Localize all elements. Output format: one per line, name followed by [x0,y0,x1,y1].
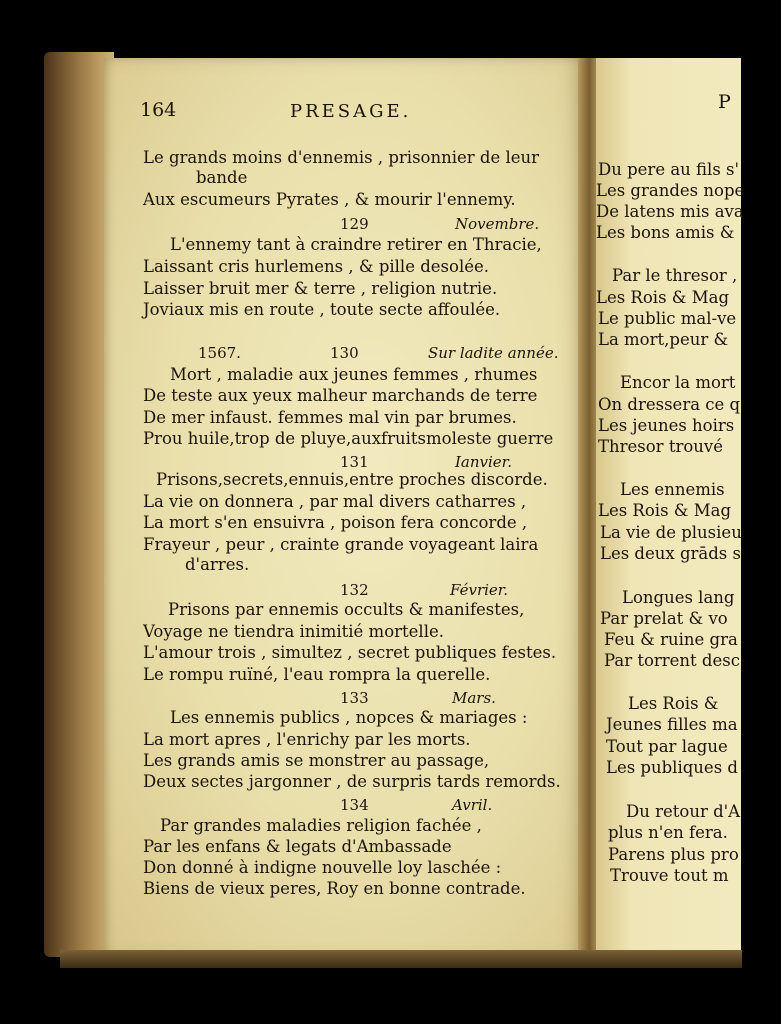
right-verse-line: Les deux grāds s [600,544,741,563]
verse-line: Laisser bruit mer & terre , religion nutrie. [143,279,498,298]
right-verse-line: Feu & ruine gra [604,630,738,649]
right-verse-line: Encor la mort [620,373,736,392]
verse-line: bande [196,168,248,187]
verse-line: La vie on donnera , par mal divers catharres , [143,492,527,511]
quatrain-month: Mars. [452,689,496,707]
verse-line: Frayeur , peur , crainte grande voyageant laira [143,535,539,554]
right-verse-line: Les ennemis [620,480,725,499]
right-verse-line: Par torrent desc [604,651,740,670]
right-verse-line: La mort,peur & [598,330,729,349]
right-verse-line: Tout par lague [606,737,728,756]
quatrain-month: Février. [450,581,509,599]
verse-line: Don donné à indigne nouvelle loy laschée : [143,858,502,877]
verse-line: Le grands moins d'ennemis , prisonnier de leur [143,148,540,167]
right-verse-line: Du retour d'A [626,802,741,821]
verse-line: d'arres. [185,555,250,574]
verse-line: De mer infaust. femmes mal vin par brumes. [143,408,517,427]
page-number: 164 [140,99,177,121]
right-verse-line: Longues lang [622,588,735,607]
verse-line: Les grands amis se monstrer au passage, [143,751,490,770]
verse-line: Le rompu ruïné, l'eau rompra la querelle. [143,665,491,684]
verse-line: Aux escumeurs Pyrates , & mourir l'ennemy. [143,190,516,209]
verse-line: De teste aux yeux malheur marchands de terre [143,386,538,405]
quatrain-number: 132 [340,581,369,599]
verse-line: Par les enfans & legats d'Ambassade [143,837,452,856]
right-verse-line: Les Rois & Mag [596,288,730,307]
verse-line: La mort s'en ensuivra , poison fera concorde , [143,513,528,532]
quatrain-month: Novembre. [455,215,540,233]
quatrain-number: 131 [340,453,369,471]
quatrain-number: 129 [340,215,369,233]
right-verse-line: De latens mis ava [596,202,744,221]
verse-line: Mort , maladie aux jeunes femmes , rhumes [170,365,538,384]
right-running-title: P [718,91,731,113]
verse-line: Les ennemis publics , nopces & mariages : [170,708,528,727]
right-verse-line: Du pere au fils s' [598,160,740,179]
right-verse-line: Les bons amis & [596,223,735,242]
right-verse-line: Jeunes filles ma [606,715,738,734]
verse-line: La mort apres , l'enrichy par les morts. [143,730,471,749]
right-verse-line: Par le thresor , [612,266,738,285]
verse-line: Prisons par ennemis occults & manifestes, [168,600,525,619]
verse-line: L'ennemy tant à craindre retirer en Thracie, [170,235,542,254]
right-verse-line: Le public mal-ve [598,309,737,328]
quatrain-number: 133 [340,689,369,707]
quatrain-month: Ianvier. [455,453,512,471]
quatrain-year: 1567. [198,344,241,362]
verse-line: Prou huile,trop de pluye,auxfruitsmoleste guerre [143,429,554,448]
verse-line: Joviaux mis en route , toute secte affoulée. [143,300,501,319]
right-verse-line: Les jeunes hoirs [598,416,735,435]
verse-line: Voyage ne tiendra inimitié mortelle. [143,622,444,641]
quatrain-number: 134 [340,796,369,814]
right-verse-line: Trouve tout m [610,866,729,885]
right-verse-line: Les grandes nope [596,181,745,200]
right-verse-line: On dressera ce q [598,395,741,414]
verse-line: Biens de vieux peres, Roy en bonne contrade. [143,879,526,898]
right-verse-line: Parens plus pro [608,845,739,864]
verse-line: Par grandes maladies religion fachée , [160,816,482,835]
quatrain-number: 130 [330,344,359,362]
verse-line: Laissant cris hurlemens , & pille desolée. [143,257,490,276]
running-title: PRESAGE. [290,101,412,122]
right-verse-line: Les Rois & Mag [598,501,732,520]
right-verse-line: Les publiques d [606,758,738,777]
right-verse-line: La vie de plusieu [600,523,742,542]
verse-line: L'amour trois , simultez , secret publiques festes. [143,643,557,662]
right-verse-line: Par prelat & vo [600,609,728,628]
verse-line: Deux sectes jargonner , de surpris tards remords. [143,772,561,791]
right-verse-line: plus n'en fera. [608,823,728,842]
right-verse-line: Thresor trouvé [598,437,723,456]
book-bottom-edge [60,950,742,968]
quatrain-month: Avril. [452,796,493,814]
verse-line: Prisons,secrets,ennuis,entre proches discorde. [156,470,548,489]
right-verse-line: Les Rois & [628,694,719,713]
quatrain-month: Sur ladite année. [428,344,559,362]
